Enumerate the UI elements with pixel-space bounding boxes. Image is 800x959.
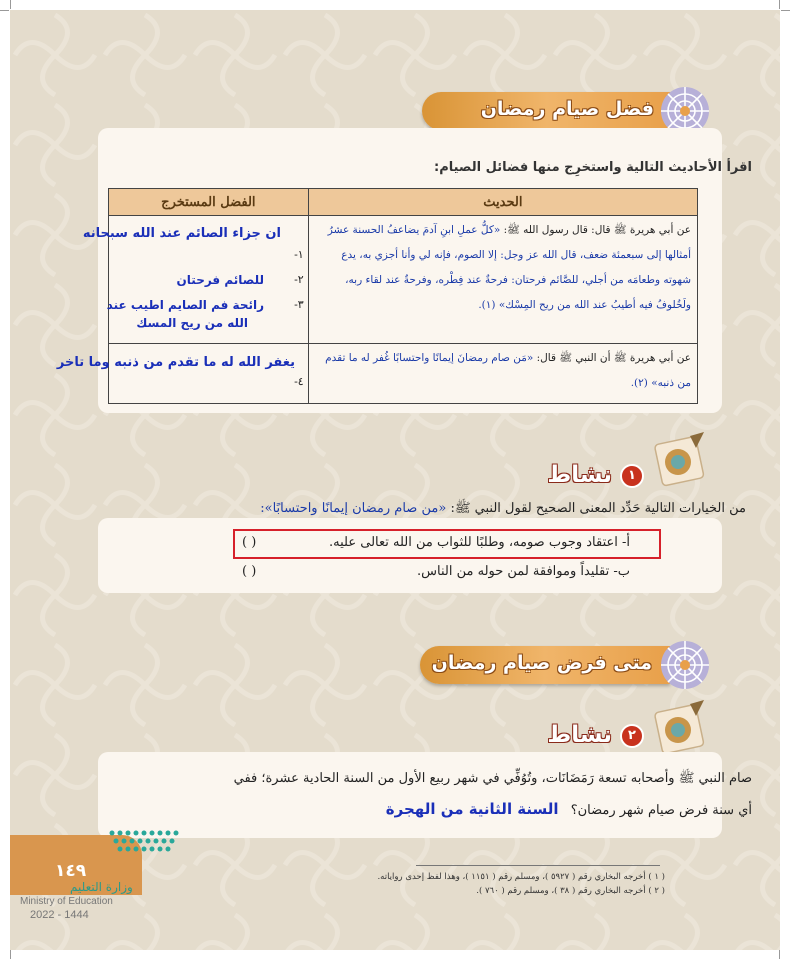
- answer-1: ان جزاء الصائم عند الله سبحانه: [82, 226, 281, 241]
- column-header-hadith: الحديث: [308, 189, 697, 216]
- activity-2-question: أي سنة فرض صيام شهر رمضان؟: [570, 803, 752, 818]
- crop-mark: [779, 950, 780, 959]
- answer-line-number: ٤-: [294, 375, 304, 388]
- notebook-pen-icon: [650, 698, 710, 758]
- rosette-icon: [660, 640, 710, 690]
- activity-1-heading: ١ نشاط: [526, 462, 650, 494]
- section-title: متى فرض صيام رمضان: [431, 652, 652, 674]
- section-banner-obligation: [420, 646, 670, 684]
- activity-1-question: من الخيارات التالية حَدِّد المعنى الصحيح لقول النبي ﷺ: «من صام رمضان إيمانًا واحتسابًا»:: [260, 501, 746, 516]
- crop-mark: [781, 10, 790, 11]
- crop-mark: [0, 10, 9, 11]
- activity-2-text: صام النبي ﷺ وأصحابه تسعة رَمَضَانَات، وتُوُفِّي في شهر ربيع الأول من السنة الحادية عشرة؛ ففي: [233, 771, 752, 786]
- answer-line-number: ٢-: [294, 273, 304, 286]
- answer-2: للصائم فرحتان: [176, 273, 264, 287]
- instruction-text: اقرأ الأحاديث التالية واستخرِج منها فضائل الصيام:: [434, 160, 752, 175]
- hadith-table: [108, 188, 698, 404]
- table-row: [109, 344, 698, 404]
- ministry-name-en: Ministry of Education: [20, 896, 113, 907]
- activity-number-badge: ٢: [620, 724, 644, 748]
- choice-a-bracket[interactable]: ( ): [242, 535, 257, 550]
- page-number: ١٤٩: [55, 861, 87, 881]
- crop-mark: [10, 0, 11, 9]
- ministry-name-ar: وزارة التعليم: [70, 880, 133, 894]
- choice-b[interactable]: ب- تقليداً وموافقة لمن حوله من الناس.: [417, 564, 630, 579]
- column-header-virtue: الفضل المستخرج: [109, 189, 309, 216]
- crop-mark: [779, 0, 780, 9]
- textbook-page: [10, 10, 780, 950]
- answer-3-line1: رائحة فم الصايم اطيب عند: [106, 298, 264, 312]
- answer-line-number: ١-: [294, 248, 304, 261]
- answer-3-line2: الله من ريح المسك: [136, 316, 248, 330]
- footnote-divider: [416, 865, 660, 866]
- answer-line-number: ٣-: [294, 298, 304, 311]
- choice-b-bracket[interactable]: ( ): [242, 564, 257, 579]
- ministry-logo-icon: [102, 825, 192, 861]
- choice-a[interactable]: أ- اعتقاد وجوب صومه، وطلبًا للثواب من الله تعالى عليه.: [329, 535, 630, 550]
- hadith-text: عن أبي هريرة ﷺ قال: قال رسول الله ﷺ: «كلُّ عملِ ابنِ آدمَ يضاعفُ الحسنة عشرُ أمثالها إلى سبعمئة ضعف، قال الله عز وجل: إلا الصوم، فإنه لي وأنا أجزي به، يدع شهوته وطعامَه من أجلي، للصَّائم فرحتان: فرحةٌ عند فِطْره، وفرحةٌ عند لقاء ربه، ولَخُلوفُ فيه أطيبُ عند الله من ريح المِسْك» (١).: [327, 224, 691, 311]
- notebook-pen-icon: [650, 430, 710, 490]
- activity-number-badge: ١: [620, 464, 644, 488]
- answer-4: يغفر الله له ما تقدم من ذنبه وما تاخر: [56, 355, 295, 370]
- footnote-2: ( ٢ ) أخرجه البخاري رقم ( ٣٨ )، ومسلم رقم ( ٧٦٠ ).: [476, 886, 665, 896]
- hadith-text: عن أبي هريرة ﷺ أن النبي ﷺ قال: «مَن صام رمضانَ إيمانًا واحتسابًا غُفر له ما تقدم من ذنبه» (٢).: [325, 352, 691, 389]
- section-banner-virtue: [422, 92, 672, 130]
- activity-2-heading: ٢ نشاط: [526, 722, 650, 754]
- edition-year: 2022 - 1444: [30, 909, 89, 921]
- crop-mark: [10, 950, 11, 959]
- footnote-1: ( ١ ) أخرجه البخاري رقم ( ٥٩٢٧ )، ومسلم رقم ( ١١٥١ )، وهذا لفظ إحدى رواياته.: [377, 872, 665, 882]
- activity-2-answer: السنة الثانية من الهجرة: [385, 800, 559, 818]
- section-title: فضل صيام رمضان: [480, 98, 654, 120]
- activity-2-question-line: [152, 800, 752, 818]
